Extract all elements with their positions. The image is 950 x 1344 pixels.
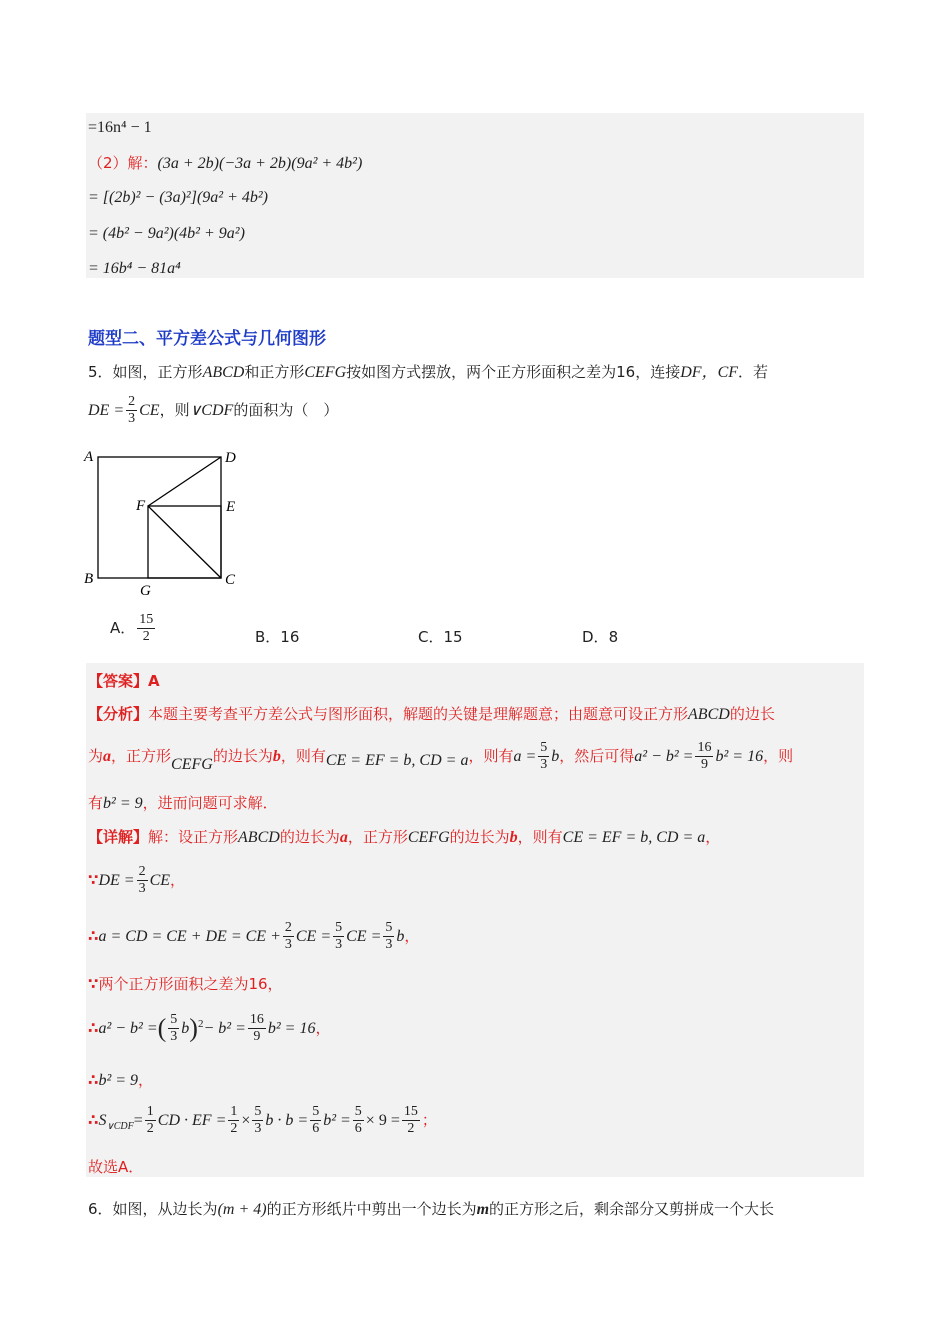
analysis-abcd: ABCD bbox=[688, 706, 730, 723]
q5-ce: CE bbox=[139, 402, 160, 419]
analysis-tag: 【分析】 bbox=[88, 705, 149, 723]
option-d[interactable] bbox=[582, 626, 618, 647]
var-a: a bbox=[103, 748, 112, 765]
d5b: b bbox=[181, 1020, 190, 1037]
d2: DE = bbox=[98, 872, 135, 889]
fn: 16 bbox=[697, 740, 712, 755]
segment-fd bbox=[148, 457, 221, 506]
detail-line-1 bbox=[88, 826, 720, 847]
d5-frac-2 bbox=[248, 1012, 266, 1045]
d7f: b² = bbox=[323, 1112, 351, 1129]
detail-1a: 解：设正方形 bbox=[148, 828, 239, 846]
analysis-2m: ，则 bbox=[763, 747, 794, 765]
d3c: CE = bbox=[346, 928, 382, 945]
answer-value: A bbox=[148, 672, 160, 690]
option-b-value: 16 bbox=[280, 628, 300, 646]
q5-text-e: ，则 bbox=[159, 401, 190, 419]
q5-text-d: ．若 bbox=[738, 363, 769, 381]
detail-1f: 的边长为 bbox=[449, 828, 510, 846]
square-exp: 2 bbox=[197, 1018, 204, 1030]
frac-den: 3 bbox=[128, 411, 136, 426]
q5-fraction bbox=[126, 394, 137, 427]
fn: 1 bbox=[146, 1104, 154, 1119]
frac-num: 2 bbox=[128, 394, 136, 409]
fd: 6 bbox=[312, 1121, 320, 1136]
solution-part2 bbox=[88, 152, 362, 173]
d7-frac-2 bbox=[228, 1104, 239, 1137]
q5-abcd: ABCD bbox=[202, 364, 245, 381]
analysis-2i: b bbox=[551, 748, 560, 765]
d5d: b² = 16 bbox=[267, 1020, 316, 1037]
d7d: × bbox=[241, 1112, 251, 1129]
option-c-value: 15 bbox=[443, 628, 463, 646]
analysis-line-3 bbox=[88, 792, 278, 813]
q6-m: m bbox=[476, 1201, 490, 1218]
detail-abcd: ABCD bbox=[238, 829, 280, 846]
answer-line bbox=[88, 670, 160, 691]
d5e: ， bbox=[315, 1019, 331, 1037]
label-a: A bbox=[84, 449, 94, 465]
q5-line-2 bbox=[88, 394, 338, 427]
part2-expression: (3a + 2b)(−3a + 2b)(9a² + 4b²) bbox=[157, 155, 363, 172]
d7e: b · b = bbox=[265, 1112, 309, 1129]
fd: 3 bbox=[170, 1029, 178, 1044]
analysis-line-2 bbox=[88, 740, 793, 773]
d6b: ， bbox=[138, 1071, 154, 1089]
q6-line-1 bbox=[88, 1198, 774, 1219]
analysis-2k: a² − b² = bbox=[634, 748, 694, 765]
fn: 5 bbox=[335, 920, 343, 935]
therefore-symbol-3: ∴ bbox=[88, 1071, 99, 1089]
q5-text-b: 和正方形 bbox=[244, 363, 305, 381]
solution-line-4: = (4b² − 9a²)(4b² + 9a²) bbox=[88, 225, 245, 242]
therefore-symbol: ∴ bbox=[88, 927, 99, 945]
q6-text-c: 的正方形之后，剩余部分又剪拼成一个大长 bbox=[489, 1200, 775, 1218]
conclusion: 故选A． bbox=[88, 1158, 144, 1176]
var-b: b bbox=[272, 748, 281, 765]
because-symbol-2: ∵ bbox=[88, 975, 99, 993]
detail-line-4 bbox=[88, 973, 283, 994]
d7sub: ∨CDF bbox=[106, 1121, 134, 1132]
q6-text-a: 如图，从边长为 bbox=[112, 1200, 218, 1218]
q5-text-a: 如图，正方形 bbox=[112, 363, 203, 381]
d3-frac-2 bbox=[333, 920, 344, 953]
analysis-2b: ，正方形 bbox=[111, 747, 172, 765]
detail-1g: ，则有 bbox=[517, 828, 563, 846]
fd: 3 bbox=[335, 937, 343, 952]
fd: 6 bbox=[354, 1121, 362, 1136]
d7a: S bbox=[98, 1112, 107, 1129]
q5-line-1 bbox=[88, 359, 768, 382]
q5-figure bbox=[80, 445, 250, 600]
d3d: b bbox=[396, 928, 405, 945]
analysis-frac-5-3 bbox=[538, 740, 549, 773]
fn: 16 bbox=[249, 1012, 264, 1027]
d7h: ； bbox=[421, 1111, 437, 1129]
paren-open: ( bbox=[157, 1013, 167, 1043]
fd: 3 bbox=[138, 881, 146, 896]
fn: 5 bbox=[312, 1104, 320, 1119]
fn: 2 bbox=[284, 920, 292, 935]
q5-text-f: 的面积为（ ） bbox=[233, 401, 339, 419]
segment-fc bbox=[148, 506, 221, 578]
fd: 3 bbox=[284, 937, 292, 952]
analysis-cefg: CEFG bbox=[171, 756, 213, 773]
solution-line-1: =16n⁴ − 1 bbox=[88, 119, 152, 136]
d7-frac-5 bbox=[353, 1104, 364, 1137]
label-d: D bbox=[225, 450, 236, 466]
detail-var-a: a bbox=[339, 829, 348, 846]
analysis-3a: 有 bbox=[88, 794, 104, 812]
detail-var-b: b bbox=[509, 829, 518, 846]
therefore-symbol-4: ∴ bbox=[88, 1111, 99, 1129]
paren-close: ) bbox=[189, 1013, 198, 1043]
analysis-1: 本题主要考查平方差公式与图形面积，解题的关键是理解题意；由题意可设正方形 bbox=[148, 705, 689, 723]
q5-cefg: CEFG bbox=[304, 364, 347, 381]
fd: 2 bbox=[146, 1121, 154, 1136]
label-e: E bbox=[226, 499, 236, 515]
analysis-1c: 的边长 bbox=[729, 705, 775, 723]
q5-de-eq: DE = bbox=[88, 402, 125, 419]
fn: 1 bbox=[230, 1104, 238, 1119]
d2b: CE bbox=[149, 872, 171, 889]
detail-1i: ， bbox=[705, 828, 721, 846]
d7b: = bbox=[133, 1112, 143, 1129]
option-a-num: 15 bbox=[139, 612, 154, 627]
option-a[interactable] bbox=[110, 612, 157, 645]
d7g: × 9 = bbox=[365, 1112, 400, 1129]
d3e: ， bbox=[404, 927, 420, 945]
fn: 5 bbox=[354, 1104, 362, 1119]
label-b: B bbox=[84, 571, 94, 587]
d3-frac-3 bbox=[383, 920, 394, 953]
d2c: ， bbox=[170, 871, 186, 889]
q5-text-c: 按如图方式摆放，两个正方形面积之差为16，连接 bbox=[346, 363, 681, 381]
analysis-2a: 为 bbox=[88, 747, 104, 765]
detail-tag: 【详解】 bbox=[88, 828, 149, 846]
fd: 3 bbox=[254, 1121, 262, 1136]
d5-frac bbox=[168, 1012, 179, 1045]
q5-df-cf: DF，CF bbox=[680, 364, 739, 381]
detail-line-3 bbox=[88, 920, 419, 953]
analysis-3b: b² = 9 bbox=[103, 795, 143, 812]
option-c[interactable] bbox=[418, 626, 463, 647]
option-a-fraction bbox=[137, 612, 155, 645]
analysis-2g: ，则有 bbox=[468, 747, 514, 765]
part2-label: （2）解： bbox=[88, 154, 158, 172]
fn: 5 bbox=[385, 920, 393, 935]
answer-tag: 【答案】 bbox=[88, 672, 149, 690]
d3b: CE = bbox=[295, 928, 332, 945]
detail-1h: CE = EF = b, CD = a bbox=[562, 829, 706, 846]
detail-line-2 bbox=[88, 864, 185, 897]
option-a-label: A． bbox=[110, 619, 136, 637]
fn: 5 bbox=[254, 1104, 262, 1119]
fd: 3 bbox=[385, 937, 393, 952]
d7-frac-4 bbox=[310, 1104, 321, 1137]
fd: 9 bbox=[253, 1029, 261, 1044]
detail-1c: 的边长为 bbox=[279, 828, 340, 846]
label-g: G bbox=[140, 583, 151, 599]
therefore-symbol-2: ∴ bbox=[88, 1019, 99, 1037]
q5-triangle: ∨CDF bbox=[189, 402, 234, 419]
label-f: F bbox=[136, 498, 146, 514]
d7-frac-6 bbox=[402, 1104, 420, 1137]
option-c-label: C． bbox=[418, 628, 444, 646]
detail-cefg: CEFG bbox=[407, 829, 450, 846]
d7-frac-3 bbox=[252, 1104, 263, 1137]
solution-line-5: = 16b⁴ − 81a⁴ bbox=[88, 260, 181, 277]
detail-line-7 bbox=[88, 1104, 437, 1137]
fn: 2 bbox=[138, 864, 146, 879]
option-b[interactable] bbox=[255, 626, 299, 647]
d5a: a² − b² = bbox=[98, 1020, 158, 1037]
q6-expr: (m + 4) bbox=[217, 1201, 267, 1218]
fn: 15 bbox=[403, 1104, 418, 1119]
d3-frac-1 bbox=[283, 920, 294, 953]
option-d-value: 8 bbox=[608, 628, 619, 646]
d4: 两个正方形面积之差为16， bbox=[98, 975, 283, 993]
because-symbol: ∵ bbox=[88, 871, 99, 889]
label-c: C bbox=[225, 572, 236, 588]
detail-line-5 bbox=[88, 1012, 330, 1045]
analysis-2h: a = bbox=[513, 748, 537, 765]
option-b-label: B． bbox=[255, 628, 281, 646]
analysis-2e: ，则有 bbox=[280, 747, 326, 765]
fd: 3 bbox=[540, 757, 548, 772]
analysis-frac-16-9 bbox=[695, 740, 713, 773]
fn: 5 bbox=[170, 1012, 178, 1027]
analysis-2f: CE = EF = b, CD = a bbox=[325, 752, 469, 769]
d7c: CD · EF = bbox=[157, 1112, 227, 1129]
d3a: a = CD = CE + DE = CE + bbox=[98, 928, 281, 945]
detail-1d: ，正方形 bbox=[347, 828, 408, 846]
q6-text-b: 的正方形纸片中剪出一个边长为 bbox=[266, 1200, 477, 1218]
analysis-line-1 bbox=[88, 703, 775, 724]
analysis-2j: ，然后可得 bbox=[559, 747, 635, 765]
option-a-den: 2 bbox=[142, 629, 150, 644]
analysis-2d: 的边长为 bbox=[212, 747, 273, 765]
solution-line-3: = [(2b)² − (3a)²](9a² + 4b²) bbox=[88, 189, 268, 206]
d2-frac bbox=[137, 864, 148, 897]
section-heading: 题型二、平方差公式与几何图形 bbox=[88, 329, 326, 349]
q5-number: 5． bbox=[88, 363, 113, 381]
fd: 2 bbox=[230, 1121, 238, 1136]
d7-frac-1 bbox=[145, 1104, 156, 1137]
d5c: − b² = bbox=[203, 1020, 246, 1037]
q6-number: 6． bbox=[88, 1200, 113, 1218]
fd: 2 bbox=[407, 1121, 415, 1136]
detail-line-6 bbox=[88, 1069, 153, 1090]
analysis-3c: ，进而问题可求解． bbox=[142, 794, 278, 812]
option-d-label: D． bbox=[582, 628, 609, 646]
analysis-2l: b² = 16 bbox=[715, 748, 764, 765]
d6: b² = 9 bbox=[98, 1072, 139, 1089]
fn: 5 bbox=[540, 740, 548, 755]
fd: 9 bbox=[700, 757, 708, 772]
